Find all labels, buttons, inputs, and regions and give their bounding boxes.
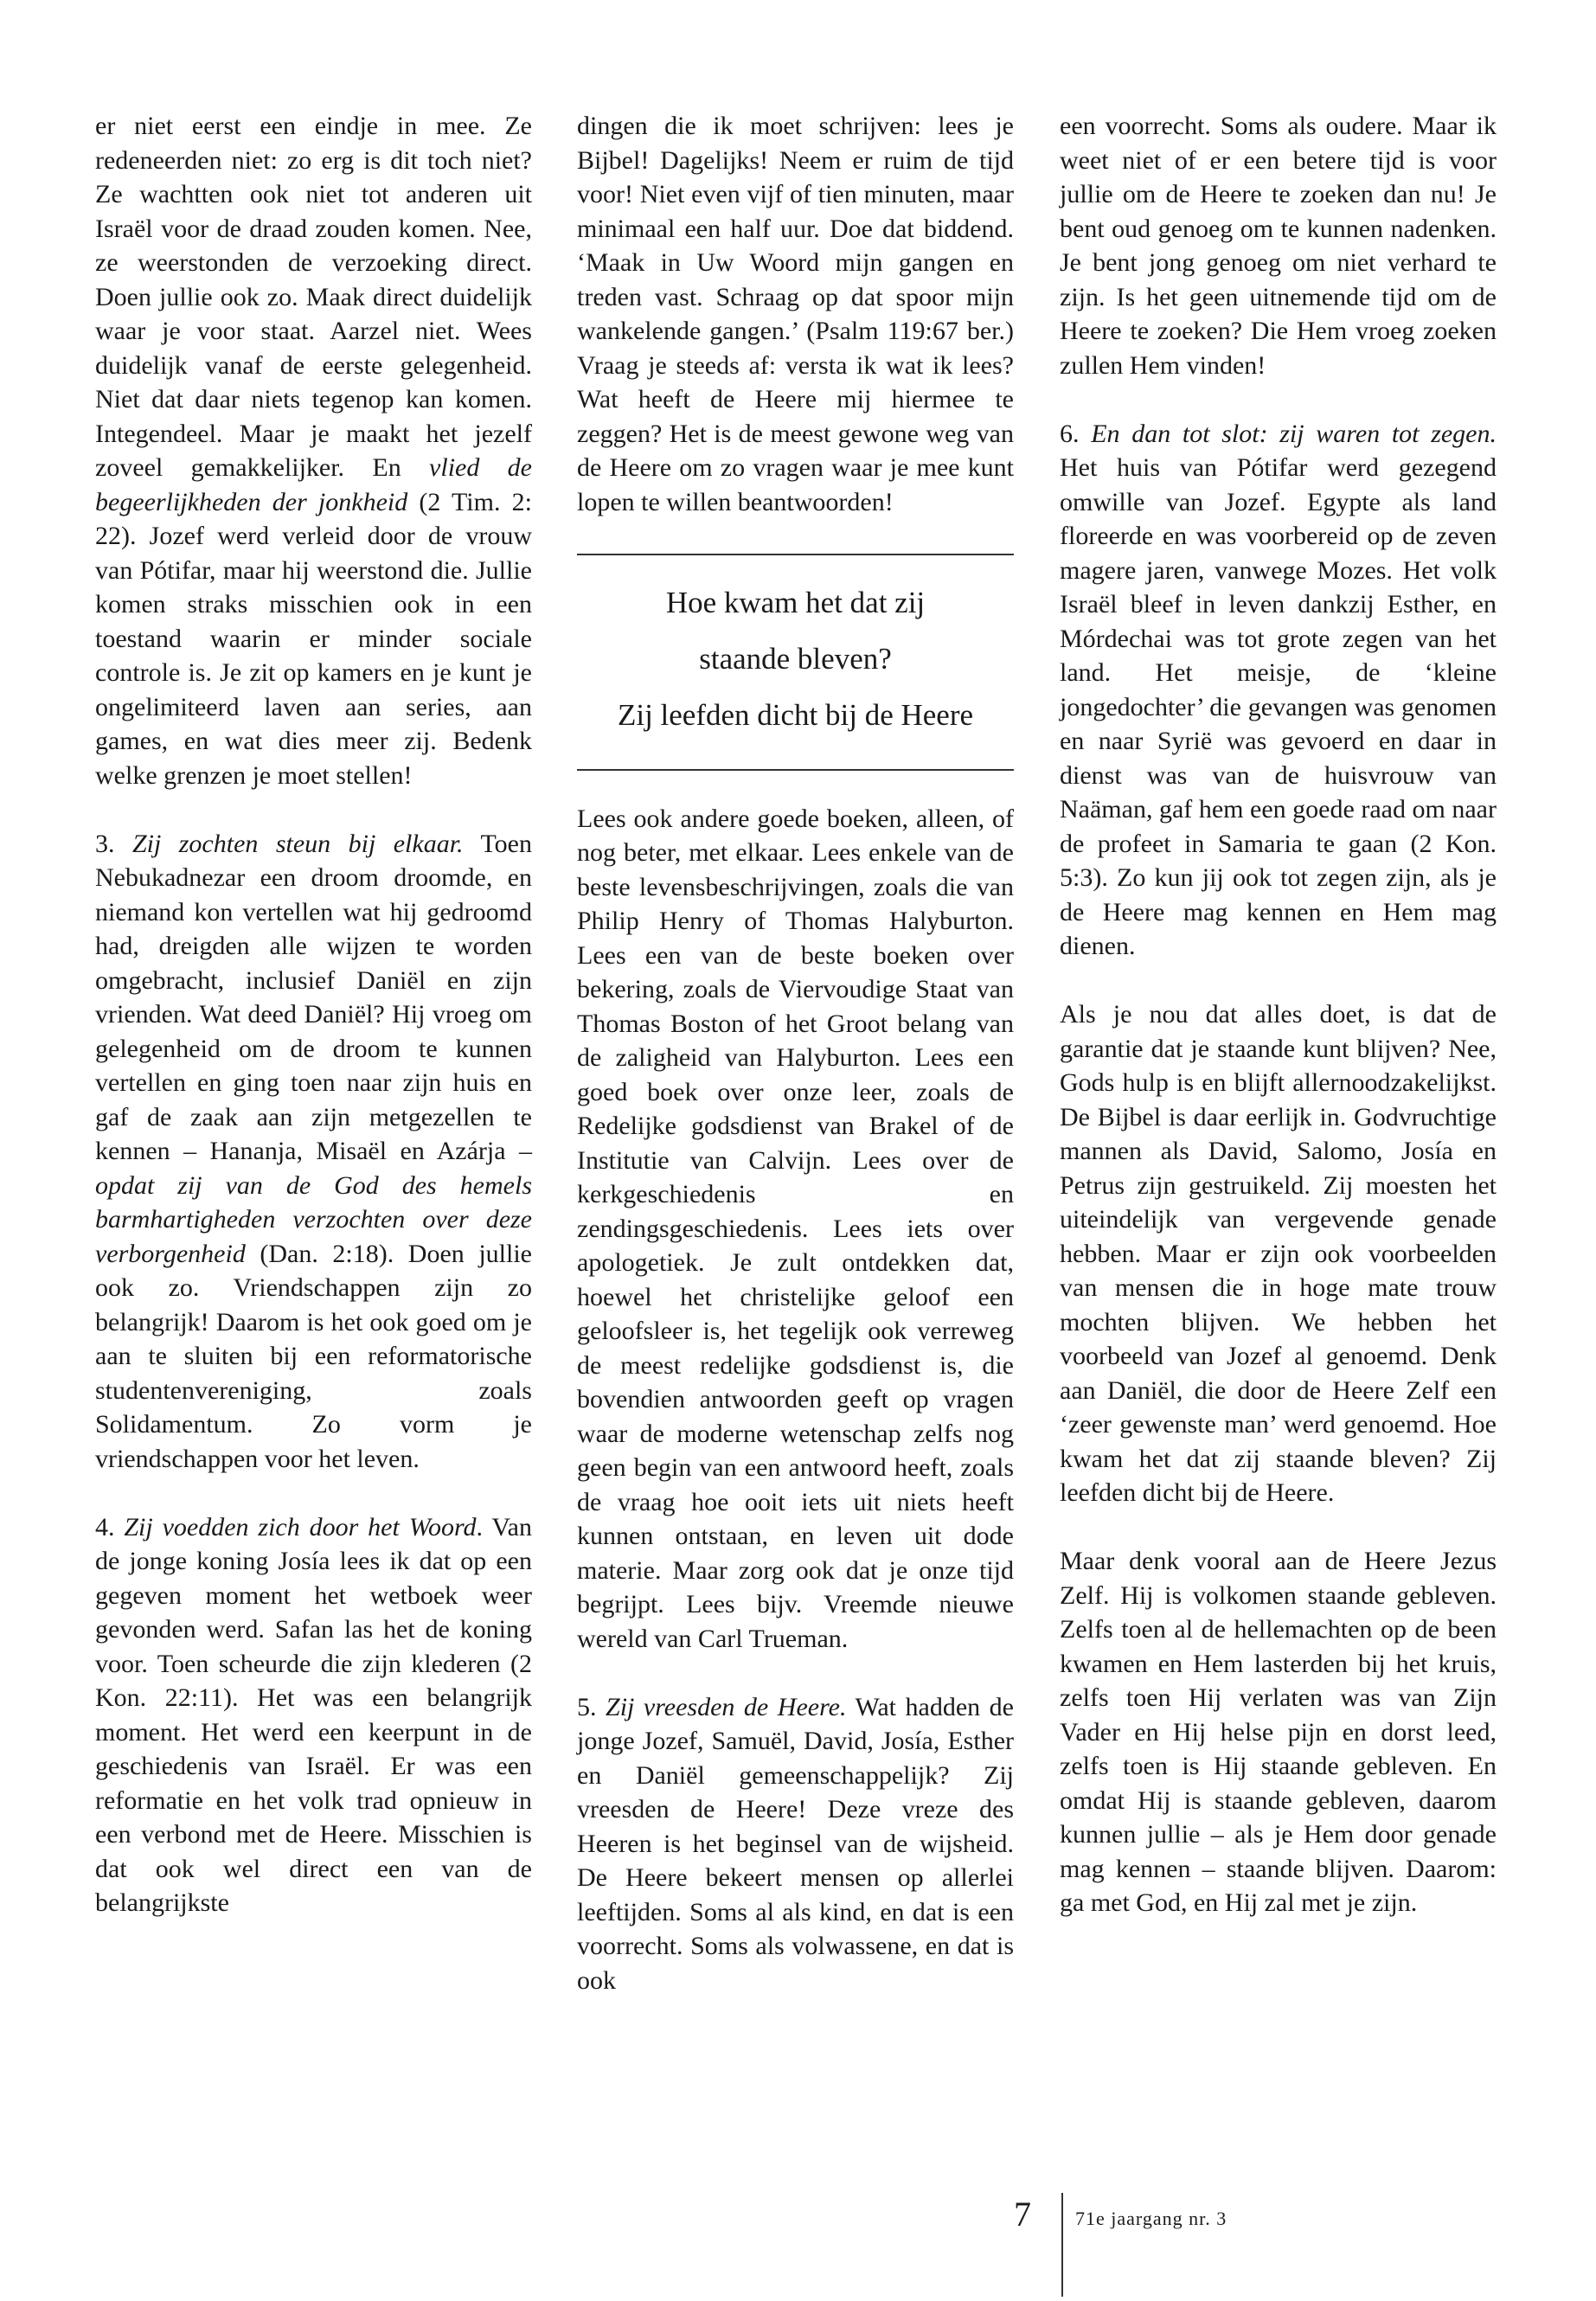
italic-text: Zij vreesden de Heere.: [606, 1692, 847, 1721]
paragraph: [1060, 1544, 1497, 1920]
paragraph: [577, 109, 1014, 519]
pull-quote: [577, 554, 1014, 771]
paragraph: [1060, 417, 1497, 964]
pull-quote-line: staande bleven?: [699, 641, 892, 676]
text-segment: Toen Nebukadnezar een droom droomde, en niemand kon vertellen wat hij gedroomd had, dreigden alle wijzen te worden omgebracht, inclusief Daniël en zijn vrienden. Wat deed Daniël? Hij vroeg om gelegenheid om de droom te kunnen vertellen en ging toen naar zijn huis en gaf de zaak aan zijn metgezellen te kennen – Hananja, Misaël en Azárja –: [95, 829, 532, 1165]
text-segment: een voorrecht. Soms als oudere. Maar ik weet niet of er een betere tijd is voor jullie om de Heere te zoeken dan nu! Je bent oud genoeg om te kunnen nadenken. Je bent jong genoeg om niet verhard te zijn. Is het geen uitnemende tijd om de Heere te zoeken? Die Hem vroeg zoeken zullen Hem vinden!: [1060, 112, 1497, 380]
text-segment: er niet eerst een eindje in mee. Ze redeneerden niet: zo erg is dit toch niet? Ze wachtten ook niet tot anderen uit Israël voor de draad zouden komen. Nee, ze weerstonden de verzoeking direct. Doen jullie ook zo. Maak direct duidelijk waar je voor staat. Aarzel niet. Wees duidelijk vanaf de eerste gelegenheid. Niet dat daar niets tegenop kan komen. Integendeel. Maar je maakt het jezelf zoveel gemakkelijker. En: [95, 112, 532, 482]
text-segment: Maar denk vooral aan de Heere Jezus Zelf. Hij is volkomen staande gebleven. Zelfs toen al de hellemachten op de been kwamen en Hem lasterden bij het kruis, zelfs toen Hij verlaten was van Zijn Vader en Hij helse pijn en dorst leed, zelfs toen is Hij staande gebleven. En omdat Hij is staande gebleven, daarom kunnen jullie – als je Hem door genade mag kennen – staande blijven. Daarom: ga met God, en Hij zal met je zijn.: [1060, 1547, 1497, 1917]
paragraph: [95, 827, 532, 1477]
column-3: [1060, 109, 1497, 1954]
text-segment: 5.: [577, 1692, 606, 1721]
italic-text: opdat zij van de God des hemels barmhartigheden verzochten over deze verborgenheid: [95, 1170, 532, 1268]
paragraph: [577, 1690, 1014, 1998]
paragraph: [95, 1510, 532, 1920]
pull-quote-line: Zij leefden dicht bij de Heere: [617, 697, 974, 732]
paragraph: [1060, 997, 1497, 1510]
text-segment: (2 Tim. 2: 22). Jozef werd verleid door de vrouw van Pótifar, maar hij weerstond die. Jullie komen straks misschien ook in een toestand waarin er minder sociale controle is. Je zit op kamers en je kunt je ongelimiteerd laven aan series, aan games, en wat dies meer zij. Bedenk welke grenzen je moet stellen!: [95, 487, 532, 790]
text-segment: Als je nou dat alles doet, is dat de garantie dat je staande kunt blijven? Nee, Gods hulp is en blijft allernoodzakelijkst. De Bijbel is daar eerlijk in. Godvruchtige mannen als David, Salomo, Josía en Petrus zijn gestruikeld. Zij moesten het uiteindelijk van vergevende genade hebben. Maar er zijn ook voorbeelden van mensen die in hoge mate trouw mochten blijven. We hebben het voorbeeld van Jozef al genoemd. Denk aan Daniël, die door de Heere Zelf een ‘zeer gewenste man’ werd genoemd. Hoe kwam het dat zij staande bleven? Zij leefden dicht bij de Heere.: [1060, 1000, 1497, 1507]
text-segment: Lees ook andere goede boeken, alleen, of nog beter, met elkaar. Lees enkele van de beste levensbeschrijvingen, zoals die van Philip Henry of Thomas Halyburton. Lees een van de beste boeken over bekering, zoals de Viervoudige Staat van Thomas Boston of het Groot belang van de zaligheid van Halyburton. Lees een goed boek over onze leer, zoals de Redelijke godsdienst van Brakel of de Institutie van Calvijn. Lees over de kerkgeschiedenis en zendingsgeschiedenis. Lees iets over apologetiek. Je zult ontdekken dat, hoewel het christelijke geloof een geloofsleer is, het tegelijk ook verreweg de meest redelijke godsdienst is, die bovendien antwoorden geeft op vragen waar de moderne wetenschap zelfs nog geen begin van een antwoord heeft, zoals de vraag hoe ooit iets uit niets heeft kunnen ontstaan, en leven uit dode materie. Maar zorg ook dat je onze tijd begrijpt. Lees bijv. Vreemde nieuwe wereld van Carl Trueman.: [577, 804, 1014, 1653]
text-segment: Het huis van Pótifar werd gezegend omwille van Jozef. Egypte als land floreerde en was voorbereid op de zeven magere jaren, vanwege Mozes. Het volk Israël bleef in leven dankzij Esther, en Mórdechai was tot grote zegen van het land. Het meisje, de ‘kleine jongedochter’ die gevangen was genomen en naar Syrië was gevoerd en daar in dienst was van de huisvrouw van Naäman, gaf hem een goede raad om naar de profeet in Samaria te gaan (2 Kon. 5:3). Zo kun jij ook tot zegen zijn, als je de Heere mag kennen en Hem mag dienen.: [1060, 453, 1497, 960]
column-1: [95, 109, 532, 1954]
text-segment: (Dan. 2:18). Doen jullie ook zo. Vriendschappen zijn zo belangrijk! Daarom is het ook goed om je aan te sluiten bij een reformatorische studentenvereniging, zoals Solidamentum. Zo vorm je vriendschappen voor het leven.: [95, 1239, 532, 1473]
pull-quote-line: Hoe kwam het dat zij: [665, 585, 926, 619]
paragraph: [95, 109, 532, 792]
text-segment: dingen die ik moet schrijven: lees je Bijbel! Dagelijks! Neem er ruim de tijd voor! Niet even vijf of tien minuten, maar minimaal een half uur. Doe dat biddend. ‘Maak in Uw Woord mijn gangen en treden vast. Schraag op dat spoor mijn wankelende gangen.’ (Psalm 119:67 ber.) Vraag je steeds af: versta ik wat ik lees? Wat heeft de Heere mij hiermee te zeggen? Het is de meest gewone weg van de Heere om zo vragen waar je mee kunt lopen te willen beantwoorden!: [577, 112, 1014, 516]
text-segment: Wat hadden de jonge Jozef, Samuël, David, Josía, Esther en Daniël gemeenschappelijk? Zij vreesden de Heere! Deze vreze des Heeren is het beginsel van de wijsheid. De Heere bekeert mensen op allerlei leeftijden. Soms al als kind, en dat is een voorrecht. Soms als volwassene, en dat is ook: [577, 1692, 1015, 1995]
italic-text: Zij voedden zich door het Woord: [124, 1512, 477, 1541]
text-segment: 3.: [95, 829, 132, 858]
footer-divider: [1061, 2193, 1063, 2297]
issue-label: 71e jaargang nr. 3: [1075, 2208, 1227, 2229]
text-segment: 4.: [95, 1512, 125, 1541]
italic-text: Zij zochten steun bij elkaar.: [131, 829, 464, 858]
paragraph: [1060, 109, 1497, 382]
italic-text: vlied de begeerlijkheden der jonkheid: [95, 453, 532, 516]
text-segment: . Van de jonge koning Josía lees ik dat op een gegeven moment het wetboek weer gevonden werd. Safan las het de koning voor. Toen scheurde die zijn klederen (2 Kon. 22:11). Het was een belangrijk moment. Het werd een keerpunt in de geschiedenis van Israël. Er was een reformatie en het volk trad opnieuw in een verbond met de Heere. Misschien is dat ook wel direct een van de belangrijkste: [95, 1512, 532, 1917]
page-number: 7: [1014, 2195, 1031, 2234]
italic-text: En dan tot slot: zij waren tot zegen.: [1091, 419, 1497, 448]
text-segment: 6.: [1060, 419, 1092, 448]
column-2: [577, 109, 1014, 2032]
paragraph: [577, 802, 1014, 1657]
